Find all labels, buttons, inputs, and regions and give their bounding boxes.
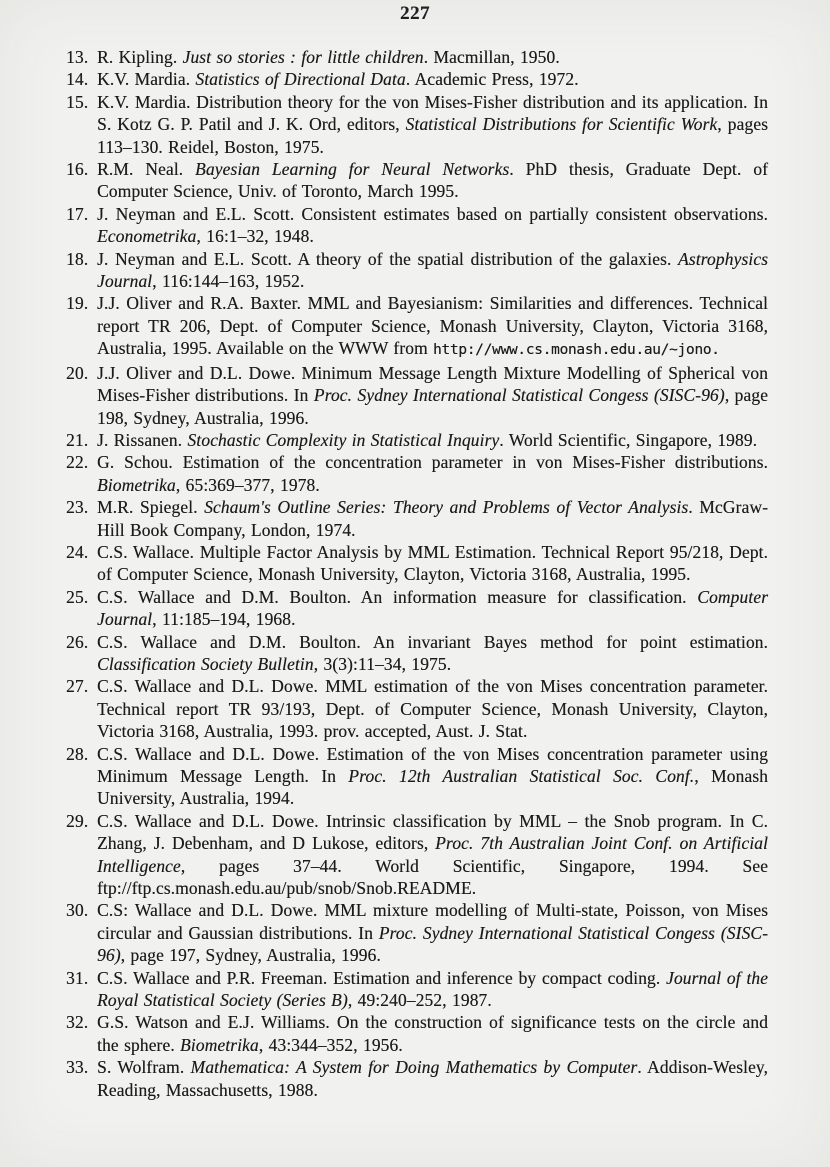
- reference-plain-text: J. Neyman and E.L. Scott. Consistent estimates based on partially consistent observations.: [97, 203, 768, 224]
- reference-number: 28.: [66, 743, 89, 764]
- reference-plain-text: C.S. Wallace and D.L. Dowe. Intrinsic classification by MML – the Snob program. In C. Zhang, J. Debenham, and D Lukose, editors,: [97, 810, 768, 854]
- reference-plain-text: , Monash University, Australia, 1994.: [97, 766, 768, 809]
- reference-title: Astrophysics Journal: [97, 248, 768, 292]
- reference-plain-text: R.M. Neal.: [97, 159, 196, 180]
- reference-item: [66, 810, 768, 900]
- reference-plain-text: , 43:344–352, 1956.: [258, 1034, 403, 1055]
- reference-plain-text: , 11:185–194, 1968.: [152, 609, 296, 630]
- reference-title: Proc. Sydney International Statistical Congess (SISC-96): [97, 922, 768, 966]
- reference-plain-text: , 3(3):11–34, 1975.: [313, 653, 452, 674]
- reference-plain-text: , pages 113–130. Reidel, Boston, 1975.: [97, 114, 768, 157]
- reference-item: [66, 292, 768, 361]
- reference-title: Proc. 7th Australian Joint Conf. on Artificial Intelligence: [97, 833, 768, 876]
- reference-item: [66, 586, 768, 631]
- reference-plain-text: , page 198, Sydney, Australia, 1996.: [97, 385, 768, 428]
- reference-plain-text: C.S. Wallace and D.M. Boulton. An invariant Bayes method for point estimation.: [97, 631, 768, 652]
- reference-title: Classification Society Bulletin: [97, 653, 314, 674]
- reference-number: 33.: [66, 1057, 89, 1078]
- reference-item: [66, 541, 768, 586]
- reference-plain-text: C.S. Wallace and P.R. Freeman. Estimation and inference by compact coding.: [97, 967, 666, 988]
- reference-title: Just so stories : for little children: [182, 47, 424, 67]
- page-number: 227: [400, 3, 430, 24]
- reference-text: [97, 810, 768, 900]
- reference-number: 30.: [66, 900, 89, 921]
- reference-text: [97, 631, 768, 676]
- reference-title: Econometrika: [97, 226, 197, 247]
- reference-item: [66, 203, 768, 248]
- reference-number: 20.: [66, 362, 89, 383]
- reference-number: 22.: [66, 452, 89, 473]
- reference-number: 23.: [66, 497, 89, 518]
- reference-text: [97, 248, 768, 293]
- reference-number: 21.: [66, 429, 89, 450]
- reference-text: [97, 292, 768, 361]
- reference-item: [66, 496, 768, 541]
- reference-item: [66, 631, 768, 676]
- reference-text: [97, 158, 768, 203]
- reference-url: http://www.cs.monash.edu.au/~jono.: [433, 342, 720, 359]
- reference-plain-text: , 49:240–252, 1987.: [347, 990, 492, 1011]
- reference-plain-text: , 116:144–163, 1952.: [152, 271, 305, 292]
- reference-item: [66, 967, 768, 1012]
- reference-item: [66, 248, 768, 293]
- reference-text: [97, 91, 768, 158]
- reference-plain-text: S. Wolfram.: [97, 1057, 191, 1078]
- reference-text: [97, 1011, 768, 1056]
- reference-text: [97, 46, 768, 68]
- reference-plain-text: K.V. Mardia. Distribution theory for the von Mises-Fisher distribution and its application. In S. Kotz G. P. Patil and J. K. Ord, editors,: [97, 91, 768, 135]
- reference-plain-text: J.J. Oliver and R.A. Baxter. MML and Bayesianism: Similarities and differences. Technical report TR 206, Dept. of Computer Science, Monash University, Clayton, Victoria 3168, Australia, 1995. Available on the WWW from: [97, 293, 768, 359]
- reference-list: [66, 46, 768, 1101]
- reference-text: [97, 451, 768, 496]
- reference-item: [66, 68, 768, 90]
- reference-number: 18.: [66, 248, 89, 269]
- reference-item: [66, 1011, 768, 1056]
- reference-plain-text: , page 197, Sydney, Australia, 1996.: [120, 945, 381, 966]
- reference-number: 16.: [66, 159, 89, 180]
- reference-plain-text: G. Schou. Estimation of the concentration parameter in von Mises-Fisher distributions.: [97, 452, 768, 473]
- reference-plain-text: K.V. Mardia.: [97, 69, 196, 90]
- reference-item: [66, 1056, 768, 1101]
- reference-text: [97, 967, 768, 1012]
- reference-number: 24.: [66, 541, 89, 562]
- reference-plain-text: , 16:1–32, 1948.: [196, 226, 314, 247]
- reference-plain-text: J. Rissanen.: [97, 429, 188, 450]
- reference-plain-text: C.S. Wallace and D.L. Dowe. MML estimation of the von Mises concentration parameter. Technical report TR 93/193, Dept. of Computer Science, Monash University, Clayton, Victoria 3168, Australia, 1993. prov. accepted, Aust. J. Stat.: [97, 676, 768, 742]
- reference-title: Statistics of Directional Data: [195, 69, 406, 90]
- reference-plain-text: C.S. Wallace and D.L. Dowe. Estimation of the von Mises concentration parameter using Minimum Message Length. In: [97, 743, 768, 786]
- reference-number: 31.: [66, 967, 89, 988]
- reference-plain-text: G.S. Watson and E.J. Williams. On the construction of significance tests on the circle and the sphere.: [97, 1012, 768, 1055]
- reference-text: [97, 899, 768, 966]
- reference-title: Computer Journal: [97, 586, 768, 630]
- reference-plain-text: J.J. Oliver and D.L. Dowe. Minimum Message Length Mixture Modelling of Spherical von Mises-Fisher distributions. In: [97, 362, 768, 406]
- reference-plain-text: . Academic Press, 1972.: [405, 69, 579, 90]
- reference-title: Stochastic Complexity in Statistical Inquiry: [187, 429, 500, 450]
- reference-number: 14.: [66, 69, 89, 90]
- reference-plain-text: C.S. Wallace and D.M. Boulton. An information measure for classification.: [97, 586, 698, 607]
- reference-text: [97, 429, 768, 451]
- reference-plain-text: . Addison-Wesley, Reading, Massachusetts, 1988.: [97, 1057, 768, 1100]
- reference-title: Biometrika: [179, 1034, 259, 1055]
- reference-plain-text: C.S. Wallace. Multiple Factor Analysis by MML Estimation. Technical Report 95/218, Dept. of Computer Science, Monash University, Clayton, Victoria 3168, Australia, 1995.: [97, 541, 768, 585]
- reference-number: 25.: [66, 586, 89, 607]
- reference-item: [66, 899, 768, 966]
- reference-plain-text: C.S: Wallace and D.L. Dowe. MML mixture modelling of Multi-state, Poisson, von Mises circular and Gaussian distributions. In: [97, 900, 768, 943]
- reference-title: Proc. 12th Australian Statistical Soc. Conf.: [348, 766, 695, 786]
- reference-plain-text: M.R. Spiegel.: [97, 497, 205, 518]
- reference-number: 19.: [66, 293, 89, 314]
- reference-text: [97, 675, 768, 742]
- reference-title: Statistical Distributions for Scientific Work: [405, 114, 718, 135]
- reference-text: [97, 1056, 768, 1101]
- reference-text: [97, 362, 768, 429]
- reference-item: [66, 158, 768, 203]
- reference-plain-text: , pages 37–44. World Scientific, Singapore, 1994. See ftp://ftp.cs.monash.edu.au/pub/snob/Snob.README.: [97, 855, 768, 899]
- reference-item: [66, 451, 768, 496]
- reference-item: [66, 362, 768, 429]
- reference-title: Biometrika: [97, 474, 176, 495]
- reference-item: [66, 91, 768, 158]
- reference-item: [66, 46, 768, 68]
- reference-title: Mathematica: A System for Doing Mathematics by Computer: [190, 1057, 638, 1078]
- reference-number: 26.: [66, 631, 89, 652]
- reference-item: [66, 675, 768, 742]
- reference-plain-text: , 65:369–377, 1978.: [175, 474, 320, 495]
- reference-plain-text: . PhD thesis, Graduate Dept. of Computer Science, Univ. of Toronto, March 1995.: [97, 159, 768, 202]
- reference-item: [66, 429, 768, 451]
- reference-title: Schaum's Outline Series: Theory and Problems of Vector Analysis: [204, 497, 689, 518]
- reference-item: [66, 743, 768, 810]
- reference-text: [97, 68, 768, 90]
- reference-plain-text: . World Scientific, Singapore, 1989.: [499, 429, 758, 450]
- reference-plain-text: . McGraw-Hill Book Company, London, 1974.: [97, 497, 768, 540]
- reference-number: 15.: [66, 91, 89, 112]
- reference-plain-text: R. Kipling.: [97, 47, 183, 67]
- reference-number: 29.: [66, 810, 89, 831]
- reference-number: 17.: [66, 203, 89, 224]
- reference-number: 32.: [66, 1012, 89, 1033]
- reference-title: Journal of the Royal Statistical Society (Series B): [97, 967, 768, 1011]
- reference-text: [97, 203, 768, 248]
- reference-text: [97, 743, 768, 810]
- reference-number: 13.: [66, 47, 89, 67]
- reference-text: [97, 541, 768, 586]
- reference-plain-text: . Macmillan, 1950.: [423, 47, 560, 67]
- reference-number: 27.: [66, 676, 89, 697]
- reference-text: [97, 586, 768, 631]
- reference-title: Proc. Sydney International Statistical Congess (SISC-96): [313, 385, 725, 406]
- reference-plain-text: J. Neyman and E.L. Scott. A theory of the spatial distribution of the galaxies.: [97, 248, 678, 269]
- reference-title: Bayesian Learning for Neural Networks: [195, 159, 510, 180]
- reference-text: [97, 496, 768, 541]
